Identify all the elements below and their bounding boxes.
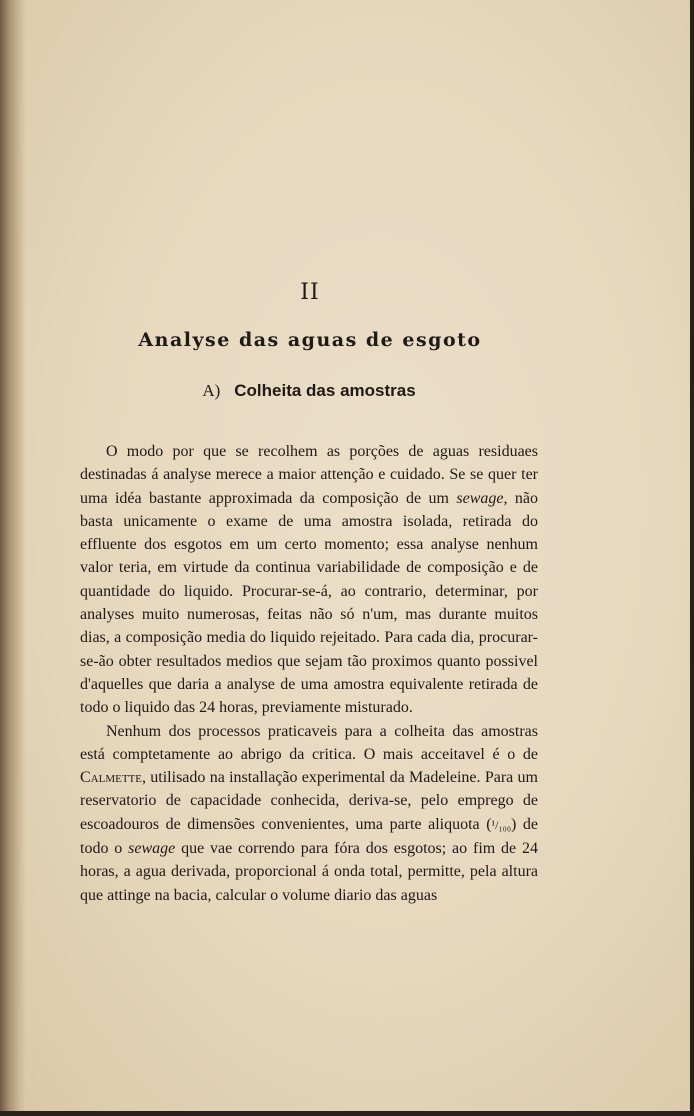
page-edge-right (690, 0, 694, 1116)
page-edge-bottom (0, 1111, 694, 1116)
page-gutter-shadow (0, 0, 26, 1116)
section-title: Colheita das amostras (234, 381, 416, 400)
author-name-calmette: Calmette (80, 769, 142, 787)
paragraph-2-text-b: , utilisado na installação experimental da Madeleine. Para um reservatorio de capacidade conhecida, deriva-se, pelo emprego de escoadouros de dimensões convenientes, uma parte aliquota ( (80, 769, 538, 833)
paragraph-1 (80, 440, 538, 720)
section-letter: A) (202, 381, 221, 400)
paragraph-2 (80, 720, 538, 907)
paragraph-1-italic-sewage: sewage (456, 489, 504, 507)
chapter-title: Analyse das aguas de esgoto (138, 329, 482, 351)
paragraph-2-text-d: que vae correndo para fóra dos esgotos; ao fim de 24 horas, a agua derivada, proporcional á onda total, permitte, pela altura que attinge na bacia, calcular o volume diario das aguas (80, 840, 538, 904)
body-text (80, 440, 538, 907)
fraction-one-hundredth: ¹/₁₀₀ (491, 817, 512, 832)
paragraph-1-text-a: O modo por que se recolhem as porções de aguas residuaes destinadas á analyse merece a maior attenção e cuidado. Se se quer ter uma idéa bastante approximada da composição de um (80, 443, 538, 507)
paragraph-2-text-a: Nenhum dos processos praticaveis para a colheita das amostras está comptetamente ao abrigo da critica. O mais acceitavel é o de (80, 722, 538, 763)
paragraph-1-text-b: , não basta unicamente o exame de uma amostra isolada, retirada do effluente dos esgotos em um certo momento; essa analyse nenhum valor teria, em virtude da continua variabilidade de composição e de quantidade do liquido. Procurar-se-á, ao contrario, determinar, por analyses muito numerosas, feitas não só n'um, mas durante muitos dias, a composição media do liquido rejeitado. Para cada dia, procurar-se-ão obter resultados medios que sejam tão proximos quanto possivel d'aquelles que daria a analyse de uma amostra equivalente retirada de todo o liquido das 24 horas, previamente misturado. (80, 489, 538, 717)
paragraph-2-italic-sewage: sewage (128, 840, 176, 858)
chapter-number: II (300, 280, 320, 305)
section-heading (0, 381, 618, 401)
paragraph-2-text-c: ) de todo o (80, 815, 538, 858)
